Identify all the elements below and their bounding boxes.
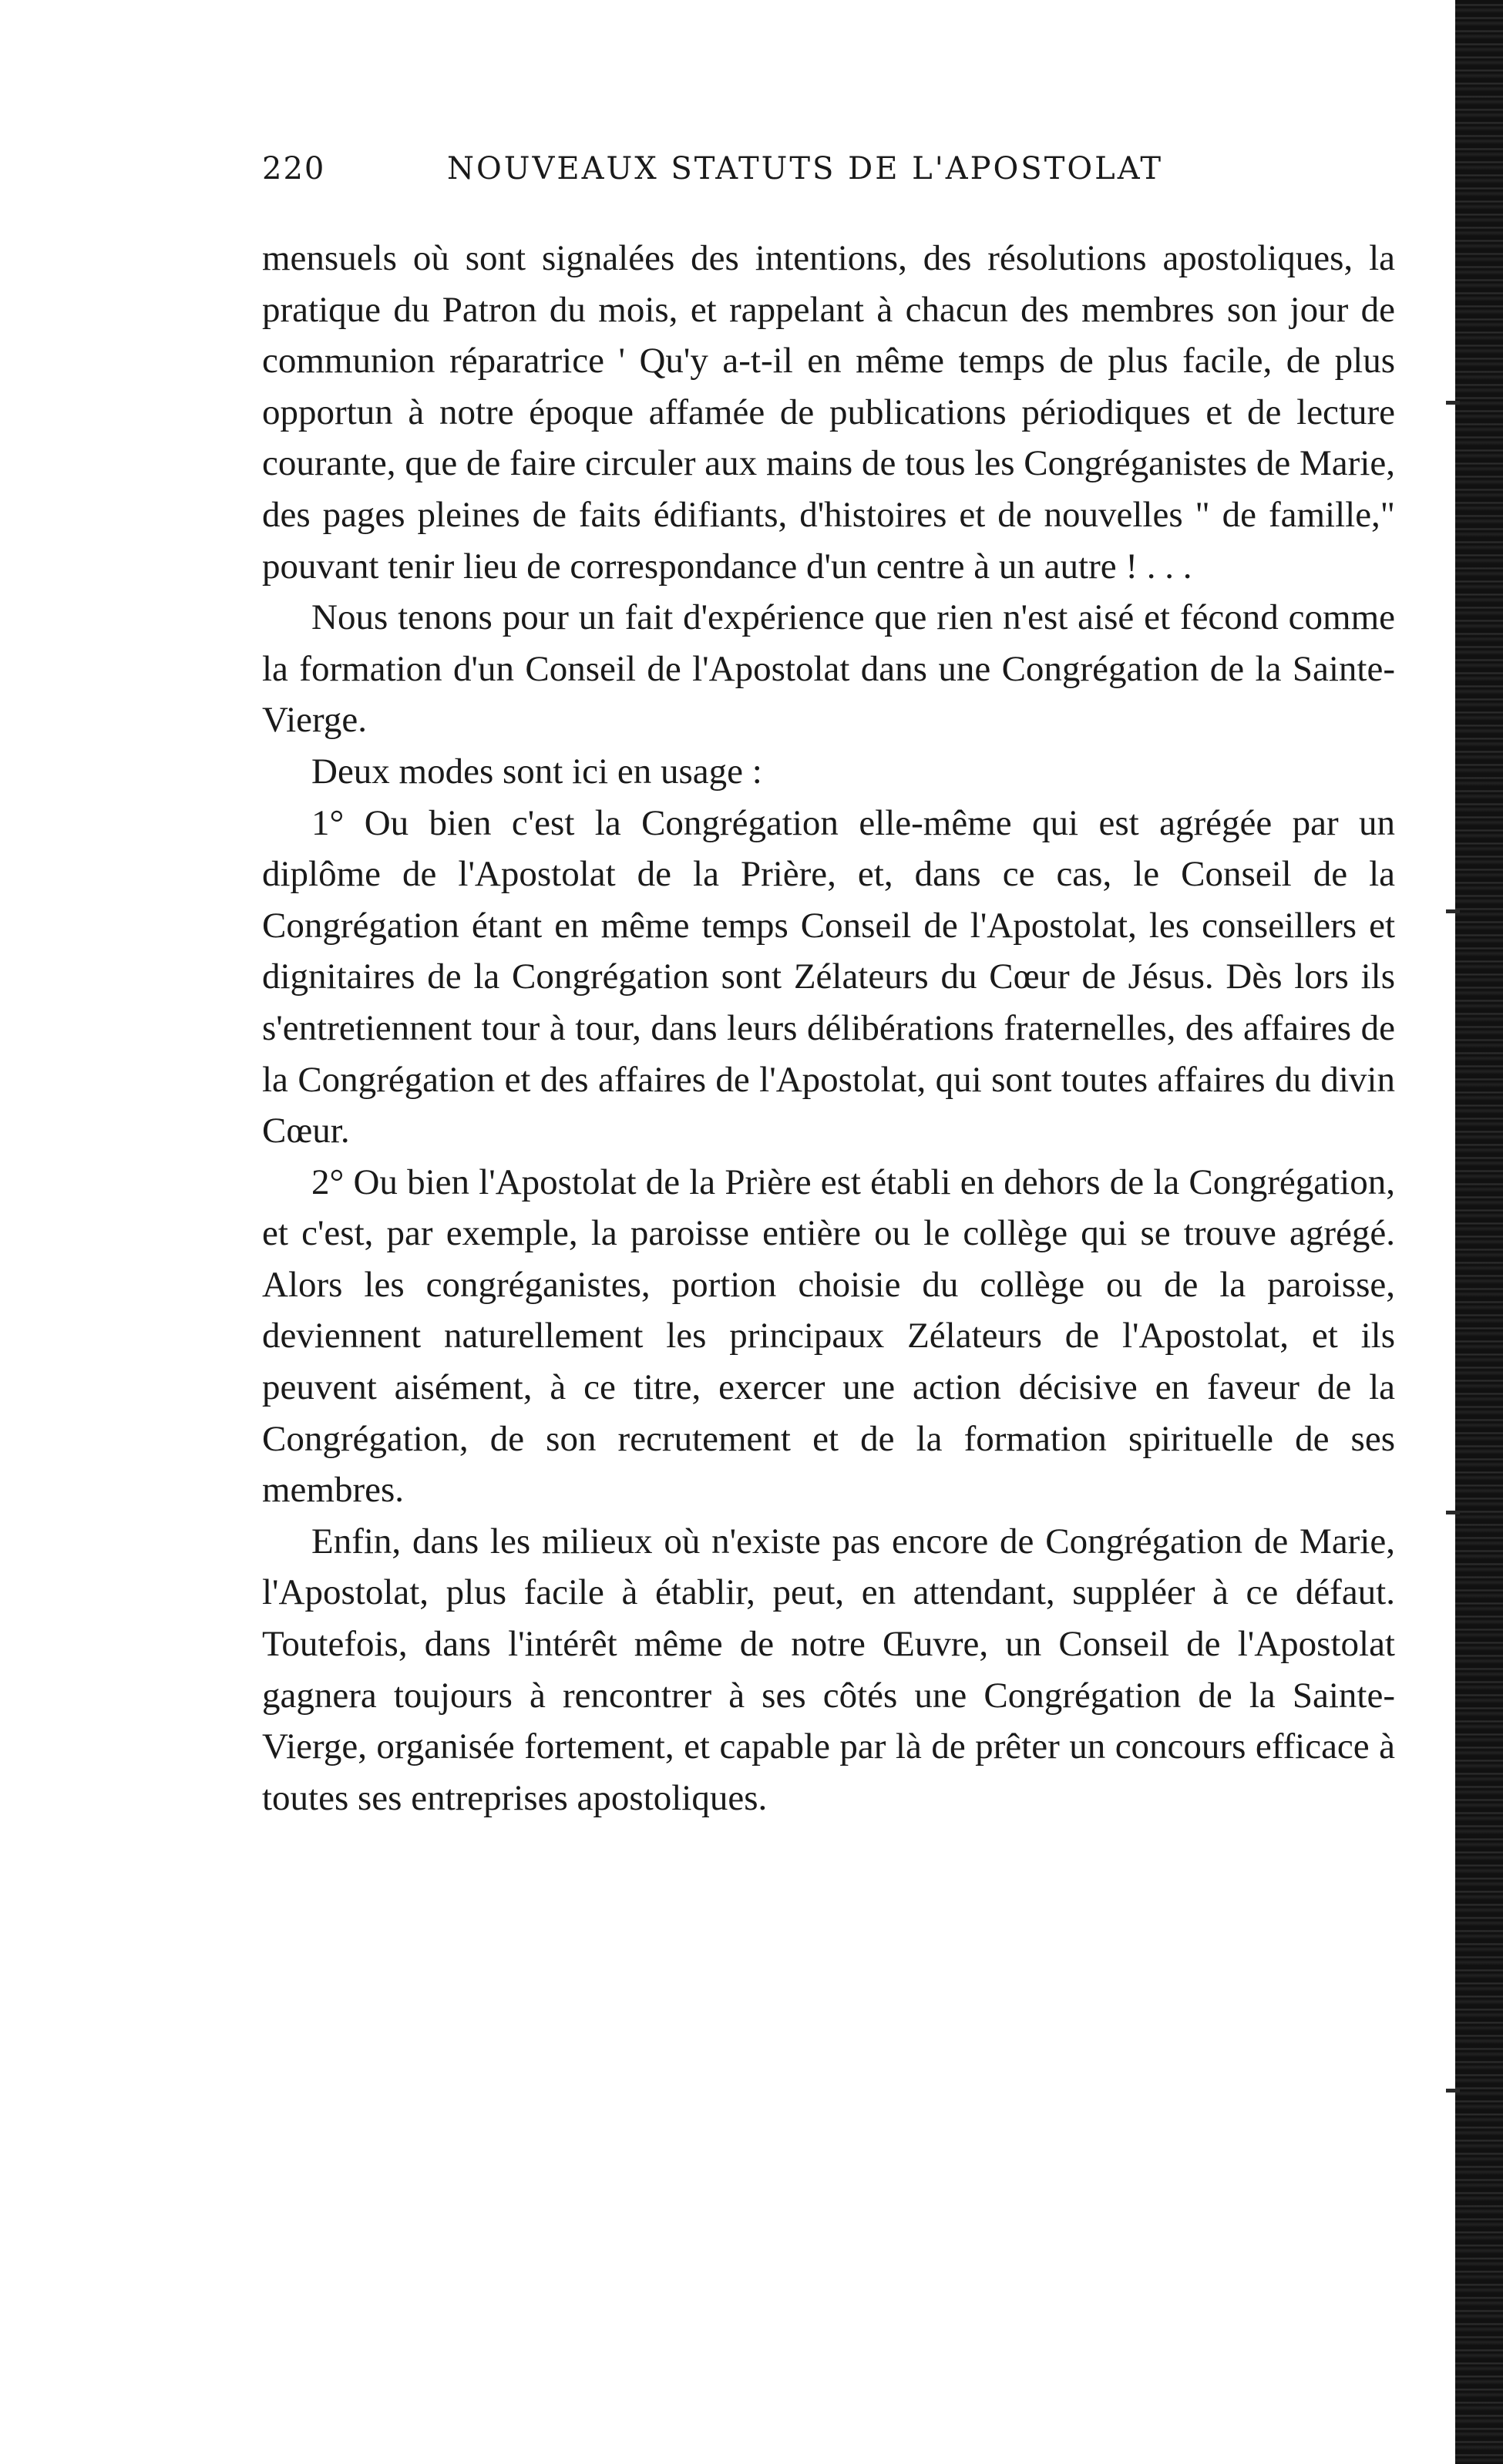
paragraph: Nous tenons pour un fait d'expérience que rien n'est aisé et fécond comme la formation d'un Conseil de l'Apostolat dans une Congrégation de la Sainte-Vierge.: [262, 597, 1395, 741]
paragraph-numbered: 1° Ou bien c'est la Congrégation elle-même qui est agrégée par un diplôme de l'Apostolat de la Prière, et, dans ce cas, le Conseil de la Congrégation étant en même temps Conseil de l'Apostolat, les conseillers et dignitaires de la Congrégation sont Zélateurs du Cœur de Jésus. Dès lors ils s'entretiennent tour à tour, dans leurs délibérations fraternelles, des affaires de la Congrégation et des affaires de l'Apostolat, qui sont toutes affaires du divin Cœur.: [262, 802, 1395, 1151]
body-text: [262, 233, 1395, 1824]
scan-speck: [1446, 2089, 1460, 2093]
paragraph: Enfin, dans les milieux où n'existe pas encore de Congrégation de Marie, l'Apostolat, plus facile à établir, peut, en attendant, suppléer à ce défaut. Toutefois, dans l'intérêt même de notre Œuvre, un Conseil de l'Apostolat gagnera toujours à rencontrer à ses côtés une Congrégation de la Sainte-Vierge, organisée fortement, et capable par là de prêter un concours efficace à toutes ses entreprises apostoliques.: [262, 1521, 1395, 1818]
scan-binding-edge: [1455, 0, 1503, 2464]
page-number: 220: [262, 151, 326, 187]
running-title: NOUVEAUX STATUTS DE L'APOSTOLAT: [447, 151, 1164, 187]
scan-speck: [1446, 1511, 1460, 1514]
paragraph: Deux modes sont ici en usage :: [311, 751, 762, 792]
paragraph-continuation: mensuels où sont signalées des intentions, des résolutions apostoliques, la pratique du Patron du mois, et rappelant à chacun des membres son jour de communion réparatrice ' Qu'y a-t-il en même temps de plus facile, de plus opportun à notre époque affamée de publications périodiques et de lecture courante, que de faire circuler aux mains de tous les Congréganistes de Marie, des pages pleines de faits édifiants, d'histoires et de nouvelles " de famille," pouvant tenir lieu de correspondance d'un centre à un autre ! . . .: [262, 238, 1395, 587]
page-header: [262, 151, 1195, 197]
paragraph-numbered: 2° Ou bien l'Apostolat de la Prière est établi en dehors de la Congrégation, et c'est, par exemple, la paroisse entière ou le collège qui se trouve agrégé. Alors les congréganistes, portion choisie du collège ou de la paroisse, deviennent naturellement les principaux Zélateurs de l'Apostolat, et ils peuvent aisément, à ce titre, exercer une action décisive en faveur de la Congrégation, de son recrutement et de la formation spirituelle de ses membres.: [262, 1161, 1395, 1511]
scan-speck: [1446, 909, 1460, 913]
scan-speck: [1446, 401, 1460, 405]
